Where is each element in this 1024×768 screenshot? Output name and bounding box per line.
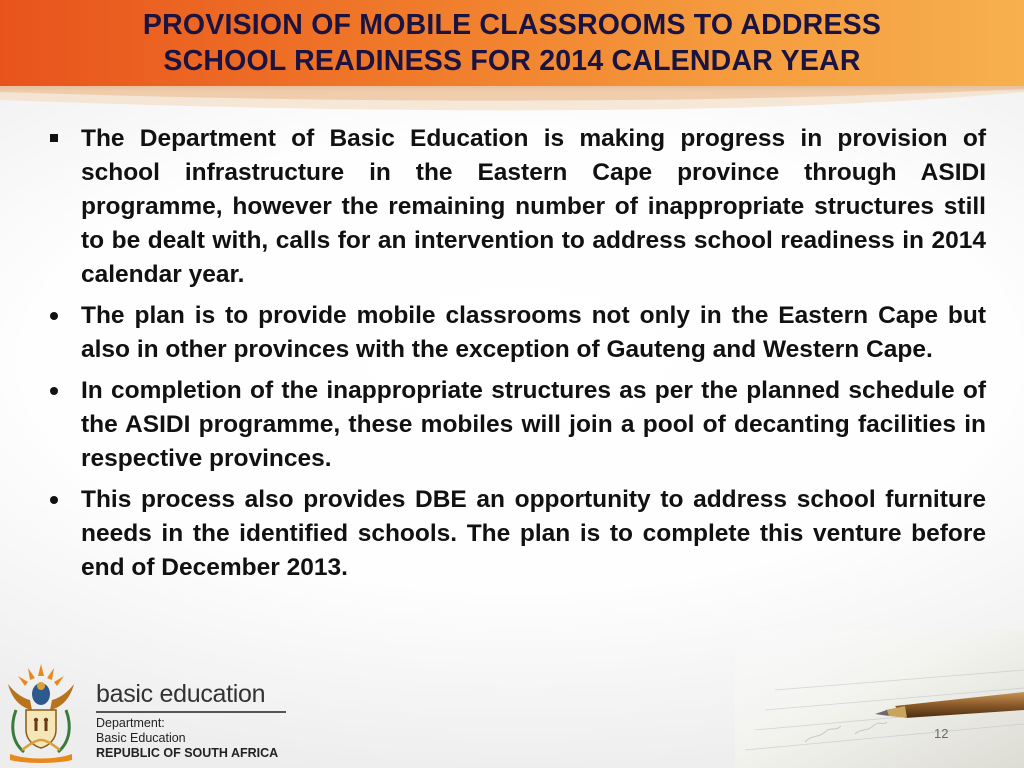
coat-of-arms-icon [2,660,80,764]
department-name: Basic Education [96,731,186,745]
slide-title [22,7,1002,79]
bullet-text: In completion of the inappropriate structures as per the planned schedule of the ASIDI programme, these mobiles will join a pool of decanting facilities in respective provinces. [81,377,986,472]
page-number: 12 [934,726,949,741]
slide-body [40,122,986,592]
bullet-item-furniture-needs [40,483,986,585]
bullet-text: This process also provides DBE an opportunity to address school furniture needs in the identified schools. The plan is to complete this venture before end of December 2013. [81,486,986,581]
brand-divider [96,711,286,713]
bullet-list [40,122,986,585]
bullet-item-infrastructure-progress [40,122,986,292]
title-banner [0,0,1024,86]
department-label: Department: [96,716,165,730]
bullet-text: The plan is to provide mobile classrooms not only in the Eastern Cape but also in other provinces with the exception of Gauteng and Western Cape. [81,302,986,363]
slide-title-line-1: PROVISION OF MOBILE CLASSROOMS TO ADDRESS [142,9,882,41]
bullet-text: The Department of Basic Education is making progress in provision of school infrastructure in the Eastern Cape province through ASIDI programme, however the remaining number of inappropriate structures still to be dealt with, calls for an intervention to address school readiness in 2014 calendar year. [81,125,986,288]
country-name: REPUBLIC OF SOUTH AFRICA [96,746,279,760]
bullet-item-mobile-classrooms-plan [40,299,986,367]
banner-swoosh-decoration [0,86,1024,126]
bullet-item-decanting-facilities [40,374,986,476]
fountain-pen-icon [735,630,1024,768]
department-logo [0,658,300,768]
brand-name: basic education [96,680,266,708]
slide-title-line-2: SCHOOL READINESS FOR 2014 CALENDAR YEAR [163,45,861,77]
